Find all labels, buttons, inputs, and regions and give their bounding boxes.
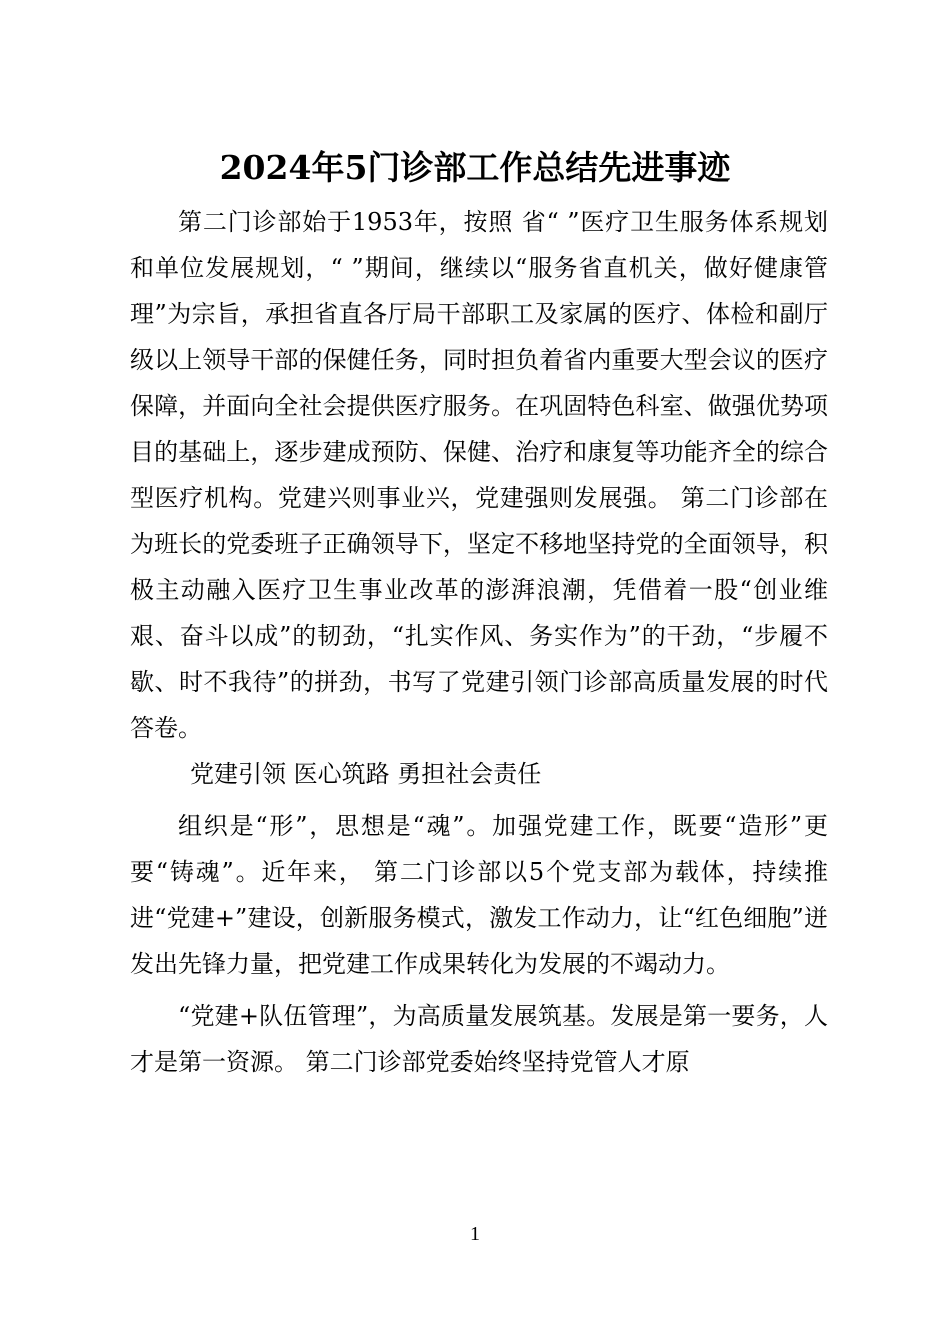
paragraph-intro: 第二门诊部始于1953年，按照 省“ ”医疗卫生服务体系规划和单位发展规划，“ ”期间，继续以“服务省直机关，做好健康管理”为宗旨，承担省直各厅局干部职工及家属的医疗、体检和副厅级以上领导干部的保健任务，同时担负着省内重要大型会议的医疗保障，并面向全社会提供医疗服务。在巩固特色科室、做强优势项目的基础上，逐步建成预防、保健、治疗和康复等功能齐全的综合型医疗机构。党建兴则事业兴，党建强则发展强。 第二门诊部在 为班长的党委班子正确领导下，坚定不移地坚持党的全面领导，积极主动融入医疗卫生事业改革的澎湃浪潮，凭借着一股“创业维艰、奋斗以成”的韧劲，“扎实作风、务实作为”的干劲，“步履不歇、时不我待”的拼劲，书写了党建引领门诊部高质量发展的时代答卷。 bbox=[130, 208, 828, 742]
paragraph-team: “党建+队伍管理”，为高质量发展筑基。发展是第一要务，人才是第一资源。 第二门诊部党委始终坚持党管人才原 bbox=[130, 1002, 828, 1076]
section-heading: 党建引领 医心筑路 勇担社会责任 bbox=[190, 760, 542, 788]
paragraph-organization: 组织是“形”，思想是“魂”。加强党建工作，既要“造形”更要“铸魂”。近年来， 第二门诊部以5个党支部为载体，持续推进“党建+”建设，创新服务模式，激发工作动力，让“红色细胞”迸发出先锋力量，把党建工作成果转化为发展的不竭动力。 bbox=[130, 812, 828, 978]
document-title: 2024年5门诊部工作总结先进事迹 bbox=[219, 148, 731, 187]
document-body bbox=[130, 199, 828, 1085]
page-number: 1 bbox=[470, 1223, 480, 1245]
